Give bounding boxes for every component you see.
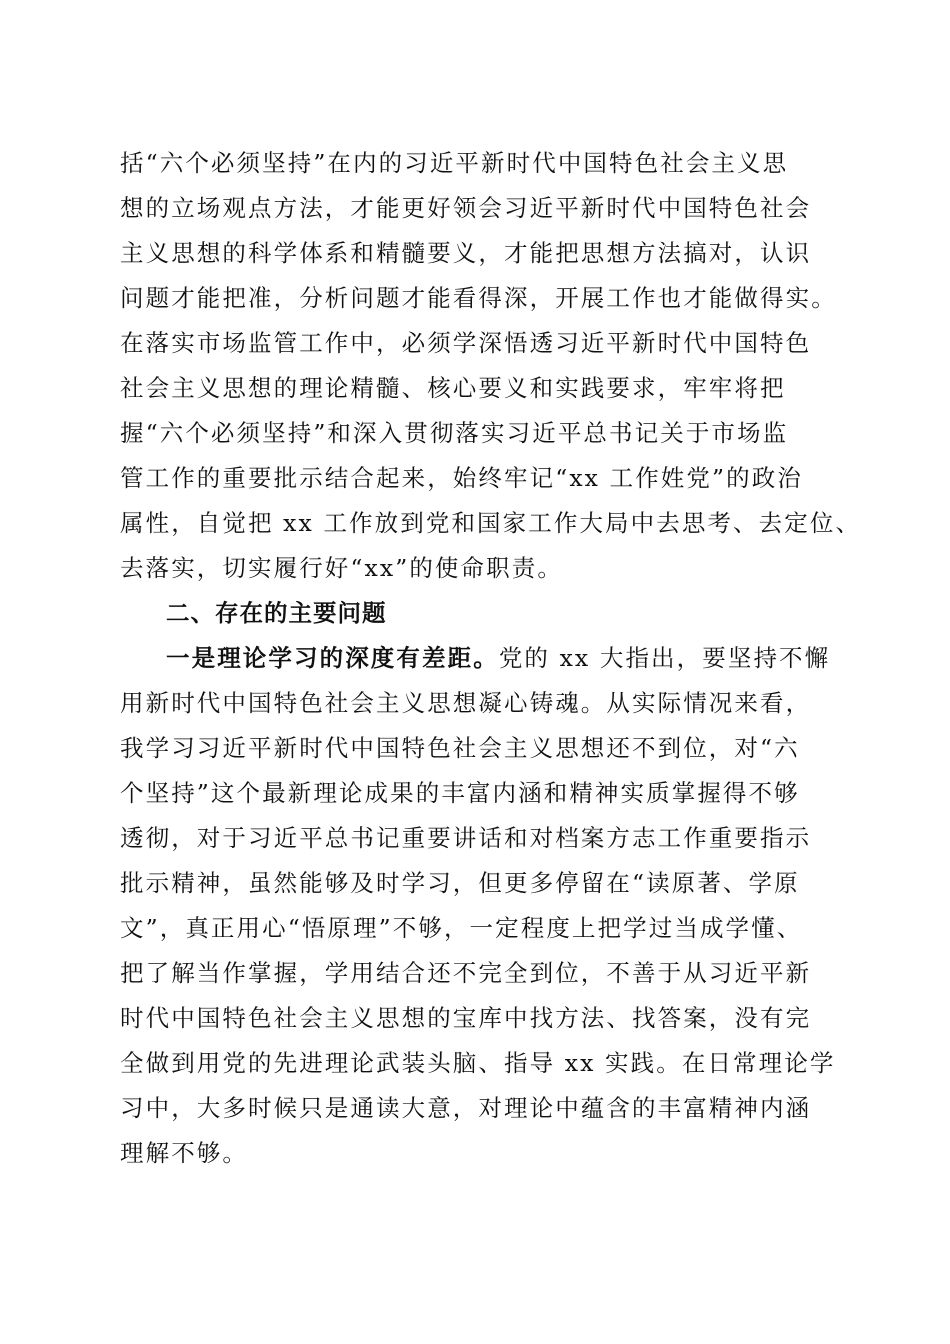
paragraph-line: 社会主义思想的理论精髓、核心要义和实践要求，牢牢将把 (120, 374, 786, 402)
paragraph-line: 文”，真正用心“悟原理”不够，一定程度上把学过当成学懂、 (120, 914, 803, 942)
paragraph-text: 党的 xx 大指出，要坚持不懈 (498, 644, 831, 672)
paragraph-line: 把了解当作掌握，学用结合还不完全到位，不善于从习近平新 (120, 959, 812, 987)
paragraph-line: 透彻，对于习近平总书记重要讲话和对档案方志工作重要指示 (120, 824, 812, 852)
paragraph-line: 理解不够。 (120, 1139, 248, 1167)
paragraph-line: 习中，大多时候只是通读大意，对理论中蕴含的丰富精神内涵 (120, 1094, 812, 1122)
paragraph-line: 个坚持”这个最新理论成果的丰富内涵和精神实质掌握得不够 (120, 779, 800, 807)
paragraph-line: 时代中国特色社会主义思想的宝库中找方法、找答案，没有完 (120, 1004, 812, 1032)
paragraph-line (166, 643, 830, 673)
paragraph-line: 用新时代中国特色社会主义思想凝心铸魂。从实际情况来看， (120, 689, 812, 717)
paragraph-line: 想的立场观点方法，才能更好领会习近平新时代中国特色社会 (120, 194, 812, 222)
section-heading: 二、存在的主要问题 (166, 599, 387, 627)
paragraph-line: 全做到用党的先进理论武装头脑、指导 xx 实践。在日常理论学 (120, 1049, 836, 1077)
paragraph-line: 问题才能把准，分析问题才能看得深，开展工作也才能做得实。 (120, 284, 837, 312)
paragraph-line: 主义思想的科学体系和精髓要义，才能把思想方法搞对，认识 (120, 239, 812, 267)
paragraph-line: 括“六个必须坚持”在内的习近平新时代中国特色社会主义思 (120, 149, 789, 177)
paragraph-line: 在落实市场监管工作中，必须学深悟透习近平新时代中国特色 (120, 329, 812, 357)
paragraph-line: 去落实，切实履行好“xx”的使命职责。 (120, 554, 563, 582)
paragraph-lead: 一是理论学习的深度有差距。 (166, 644, 499, 672)
paragraph-line: 我学习习近平新时代中国特色社会主义思想还不到位，对“六 (120, 734, 800, 762)
paragraph-line: 属性，自觉把 xx 工作放到党和国家工作大局中去思考、去定位、 (120, 509, 862, 537)
paragraph-line: 握“六个必须坚持”和深入贯彻落实习近平总书记关于市场监 (120, 419, 789, 447)
paragraph-line: 管工作的重要批示结合起来，始终牢记“xx 工作姓党”的政治 (120, 464, 803, 492)
paragraph-line: 批示精神，虽然能够及时学习，但更多停留在“读原著、学原 (120, 869, 800, 897)
